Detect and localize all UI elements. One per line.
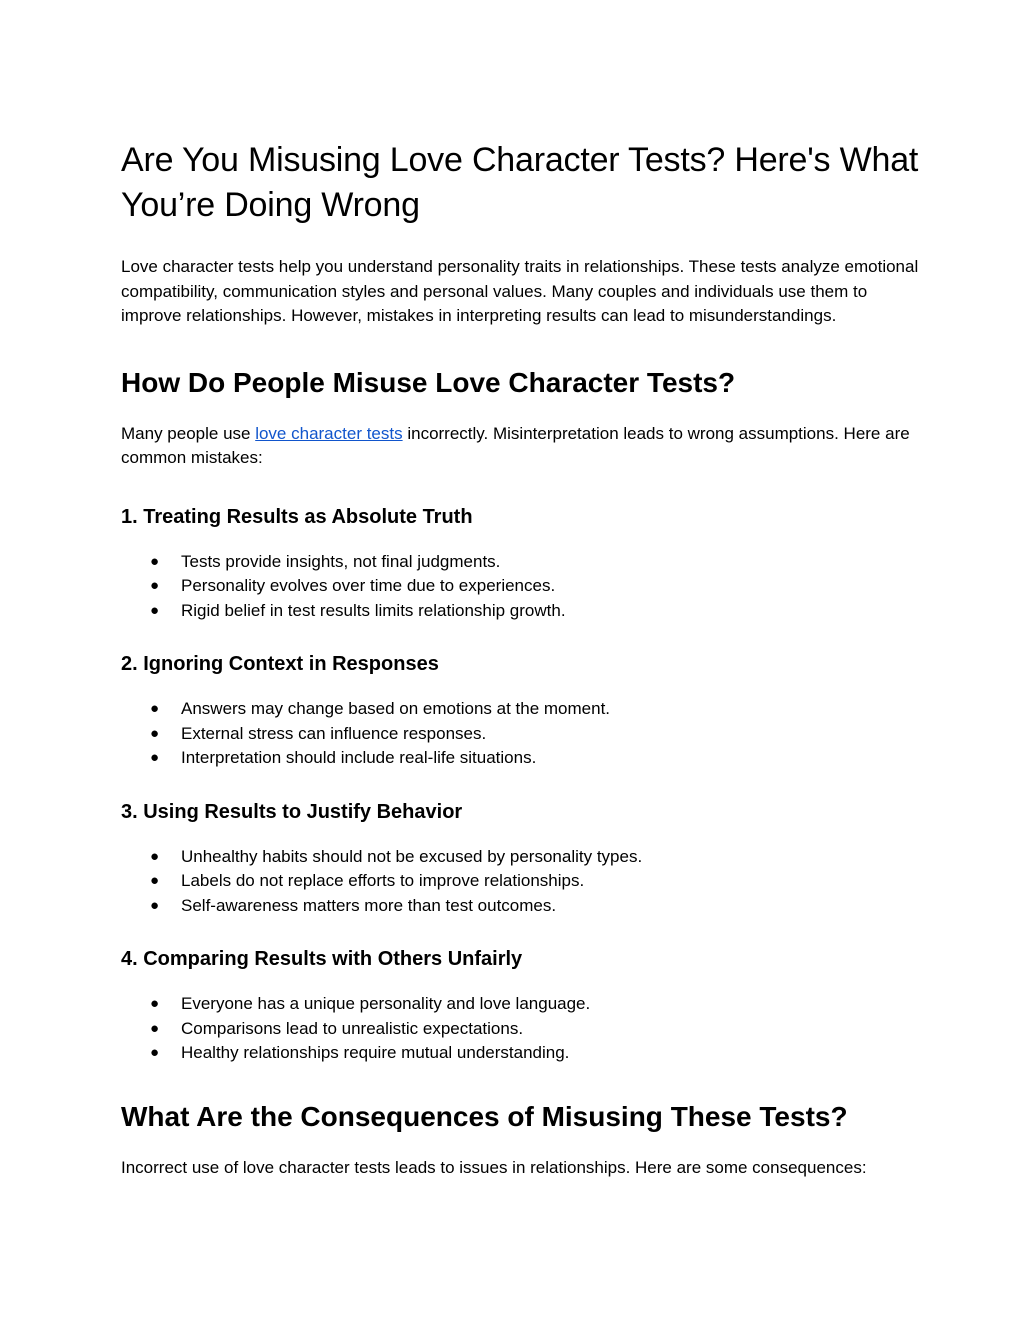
love-character-tests-link[interactable]: love character tests [255, 423, 403, 443]
intro-paragraph: Love character tests help you understand personality traits in relationships. These tests analyze emotional compatibility, communication styles and personal values. Many couples and individuals use them to improve relationships. However, mistakes in interpreting results can lead to misunderstandings. [121, 257, 919, 325]
list-item-text: Everyone has a unique personality and love language. [181, 994, 591, 1013]
list-item-text: Interpretation should include real-life situations. [181, 748, 537, 767]
mistake-heading-4: 4. Comparing Results with Others Unfairly [121, 948, 523, 970]
list-item [121, 894, 921, 919]
mistake-heading-3: 3. Using Results to Justify Behavior [121, 800, 463, 823]
misuse-paragraph [121, 422, 921, 471]
bullet-icon: ● [150, 872, 160, 889]
section-heading-consequences: What Are the Consequences of Misusing These Tests? [121, 1100, 848, 1132]
bullet-icon: ● [150, 577, 160, 594]
list-item-text: Rigid belief in test results limits relationship growth. [181, 600, 566, 620]
document-title: Are You Misusing Love Character Tests? Here's What You’re Doing Wrong [121, 141, 919, 224]
list-item [121, 869, 921, 894]
mistake-heading-2: 2. Ignoring Context in Responses [121, 653, 439, 675]
list-item [121, 746, 921, 771]
list-item-text: Unhealthy habits should not be excused by personality types. [181, 846, 643, 866]
bullet-icon: ● [150, 847, 160, 865]
bullet-icon: ● [150, 700, 160, 717]
list-item [121, 845, 921, 870]
list-item-text: Comparisons lead to unrealistic expectations. [181, 1018, 524, 1038]
section-heading-misuse: How Do People Misuse Love Character Tests? [121, 366, 736, 398]
list-item [121, 599, 921, 624]
misuse-paragraph-start: Many people use [121, 423, 256, 443]
bullet-icon: ● [150, 896, 160, 914]
list-item [121, 697, 921, 722]
list-item-text: Tests provide insights, not final judgments. [181, 551, 501, 571]
list-item-text: External stress can influence responses. [181, 723, 487, 743]
list-item-text: Personality evolves over time due to experiences. [181, 576, 556, 595]
list-item [121, 722, 921, 747]
list-item [121, 550, 921, 575]
mistake-list-3 [121, 845, 921, 919]
list-item-text: Labels do not replace efforts to improve relationships. [181, 871, 585, 890]
mistake-list-1 [121, 550, 921, 624]
list-item [121, 1017, 921, 1042]
bullet-icon: ● [150, 749, 160, 766]
list-item [121, 574, 921, 599]
list-item [121, 992, 921, 1017]
list-item-text: Self-awareness matters more than test outcomes. [181, 895, 557, 915]
bullet-icon: ● [150, 995, 160, 1012]
document-page [121, 138, 921, 1180]
mistake-list-4 [121, 992, 921, 1066]
mistake-list-2 [121, 697, 921, 771]
list-item-text: Answers may change based on emotions at the moment. [181, 699, 611, 718]
misuse-paragraph-end: incorrectly. Misinterpretation leads to wrong assumptions. Here are common mistakes: [121, 423, 910, 467]
bullet-icon: ● [150, 552, 160, 570]
list-item-text: Healthy relationships require mutual understanding. [181, 1043, 570, 1062]
list-item [121, 1041, 921, 1066]
bullet-icon: ● [150, 1019, 160, 1037]
consequences-paragraph: Incorrect use of love character tests leads to issues in relationships. Here are some consequences: [121, 1157, 867, 1177]
bullet-icon: ● [150, 1044, 160, 1061]
mistake-heading-1: 1. Treating Results as Absolute Truth [121, 505, 473, 528]
bullet-icon: ● [150, 724, 160, 742]
bullet-icon: ● [150, 601, 160, 619]
